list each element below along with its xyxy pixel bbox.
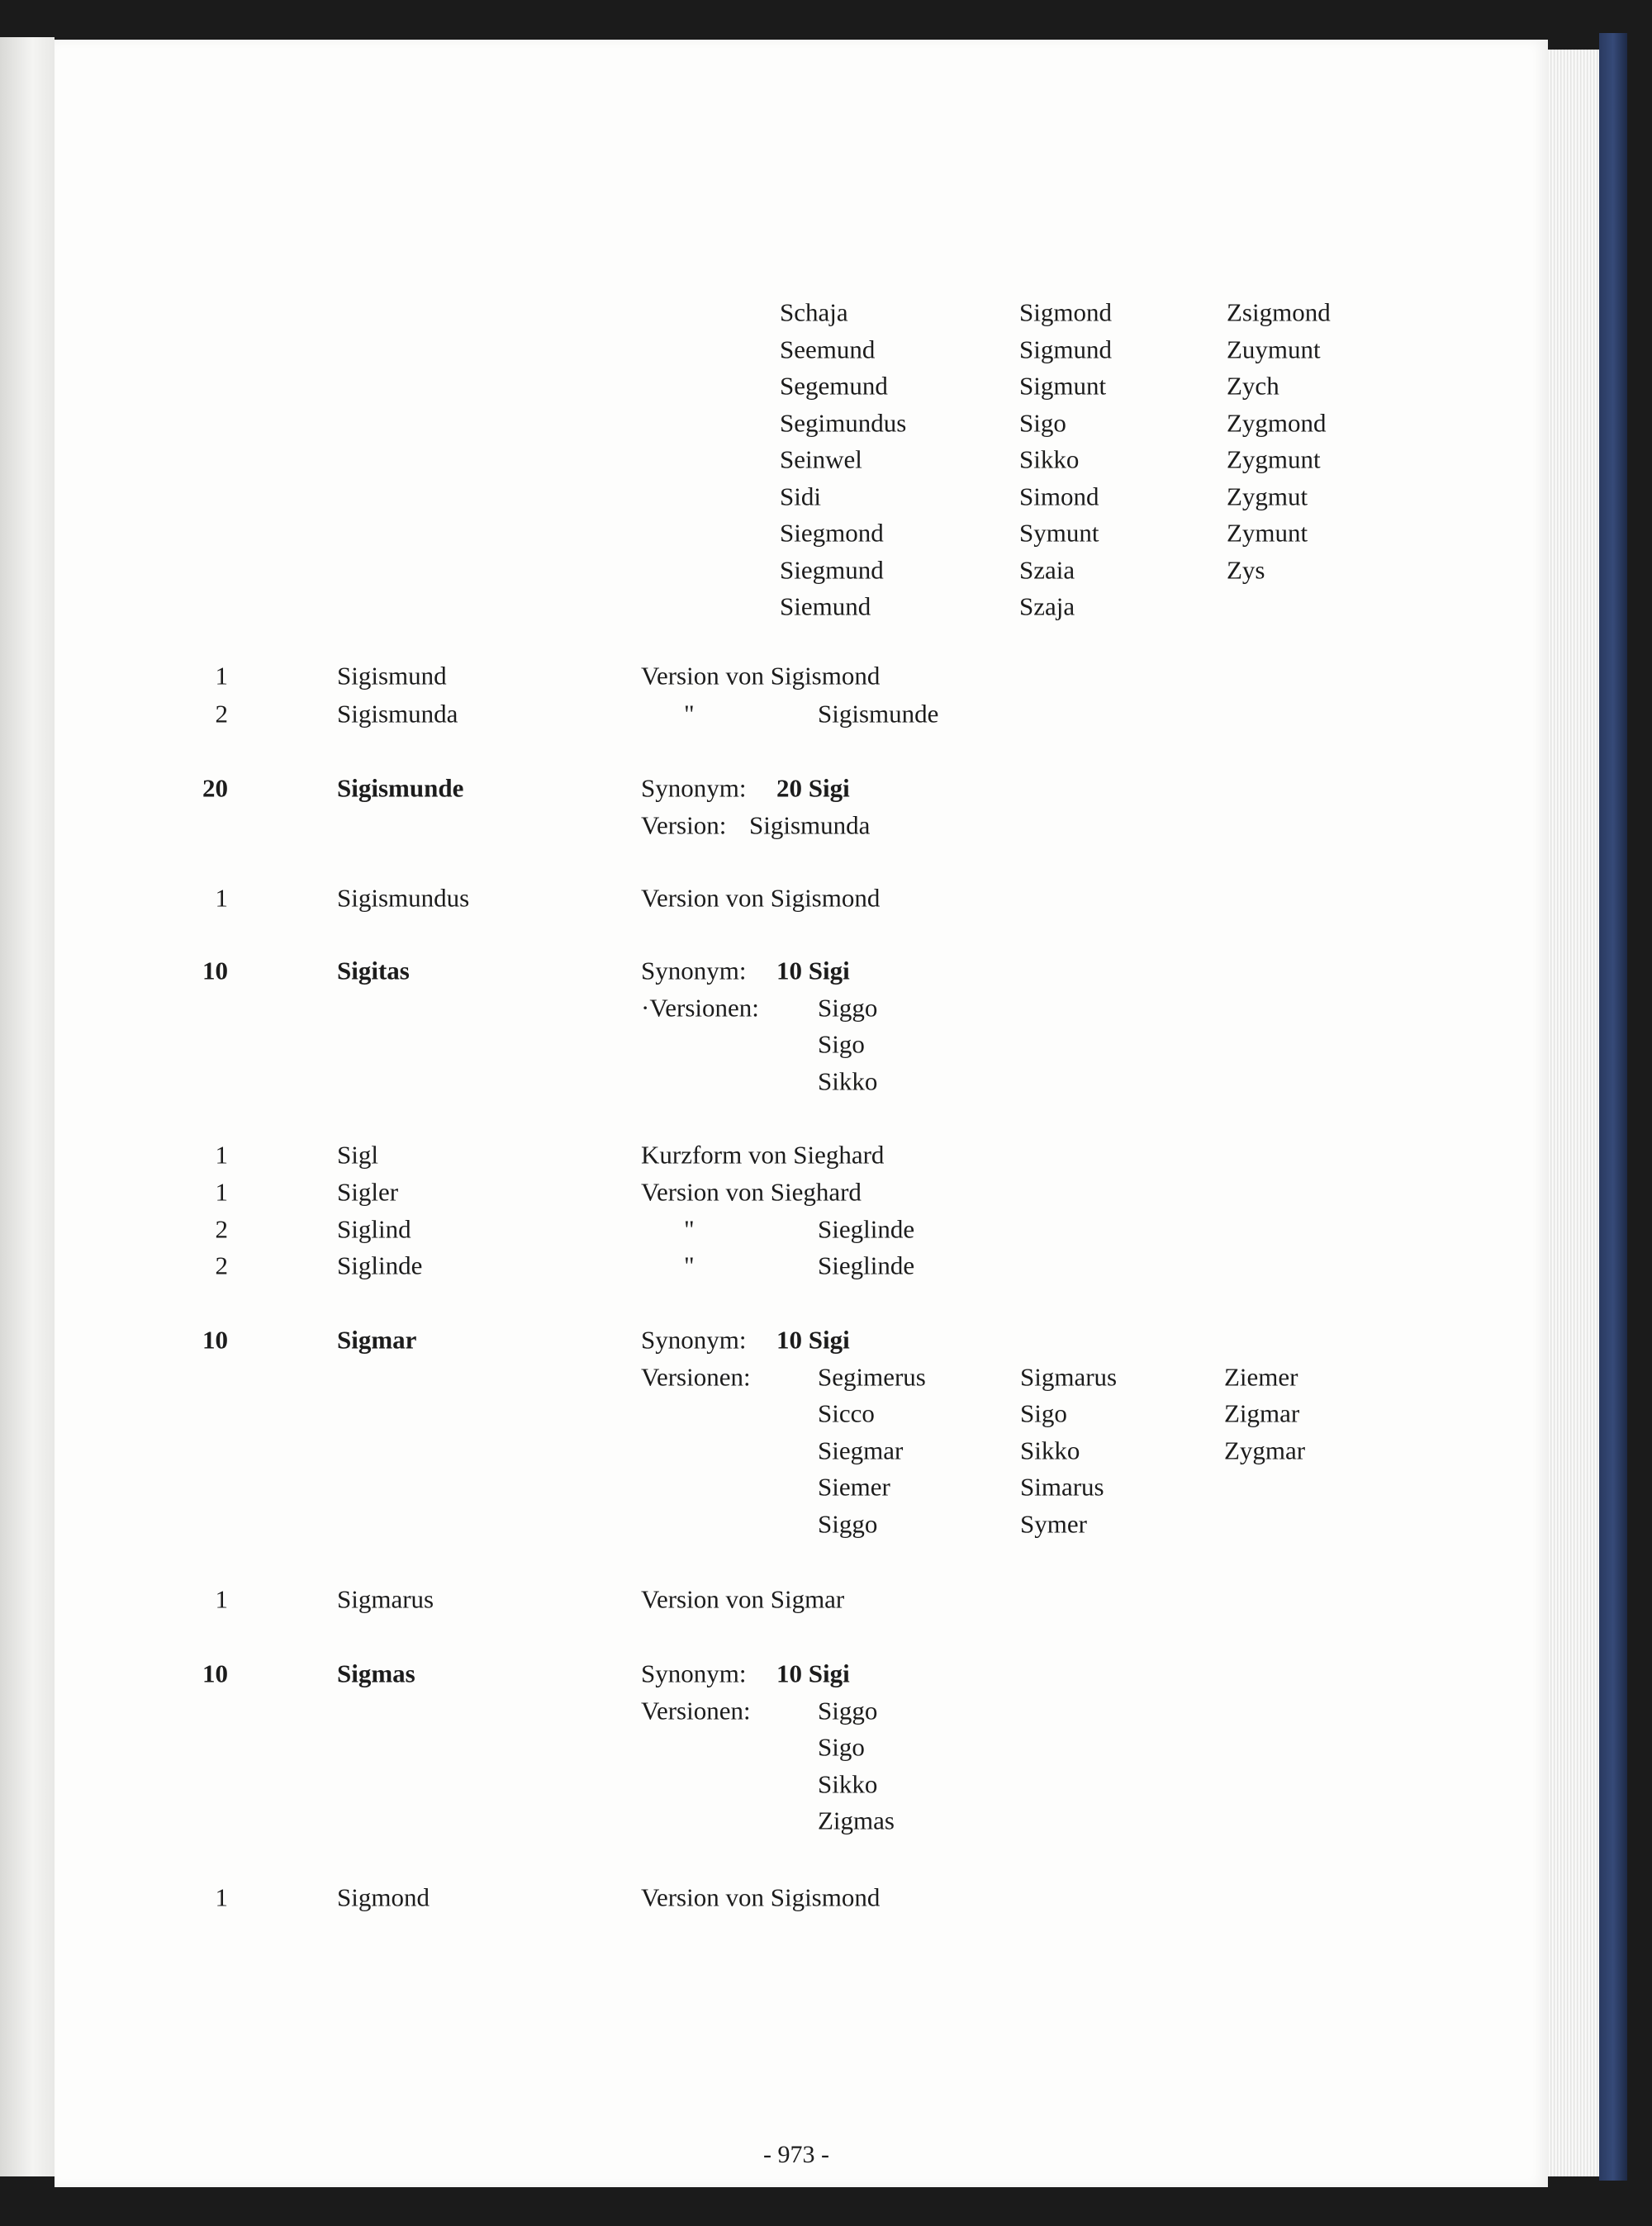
entry-frequency: 1: [215, 1177, 228, 1207]
entry-name: Siglind: [337, 1214, 411, 1244]
variant-name: Sigmund: [1019, 335, 1112, 363]
entry-label: ·Versionen:: [641, 993, 759, 1022]
variant-name: Segimundus: [780, 408, 907, 437]
variant-name: Zygmond: [1227, 408, 1327, 437]
variant-name: Zigmas: [818, 1806, 895, 1835]
variant-name: Sikko: [1020, 1436, 1080, 1464]
entry-label: ": [684, 1251, 695, 1280]
variant-name: Sieglinde: [818, 1251, 915, 1280]
variant-name: Sigmarus: [1020, 1362, 1118, 1391]
variant-name: Sigo: [1019, 408, 1066, 437]
variant-name: Sigismunda: [749, 810, 871, 839]
variant-name: Sigo: [818, 1732, 865, 1762]
entry-label: Version:: [641, 810, 727, 839]
entry-frequency: 1: [215, 1882, 228, 1912]
entry-frequency: 2: [215, 1251, 228, 1280]
entry-label: Version von Sigmar: [641, 1584, 845, 1614]
variant-name: Segemund: [780, 371, 888, 401]
variant-name: Zygmar: [1224, 1436, 1306, 1464]
variant-name: Sikko: [818, 1066, 878, 1095]
variant-name: Sidi: [780, 482, 821, 510]
variant-name: Siemer: [818, 1472, 890, 1502]
variant-name: Sigo: [1020, 1398, 1067, 1428]
entry-label: ": [684, 1214, 695, 1244]
entry-frequency: 2: [215, 699, 228, 729]
page-number: - 973 -: [763, 2141, 829, 2168]
variant-name: Szaia: [1019, 555, 1075, 584]
variant-name: Zsigmond: [1227, 297, 1331, 327]
variant-name: Zuymunt: [1227, 335, 1321, 363]
synonym-ref: 10 Sigi: [776, 1325, 850, 1355]
entry-frequency: 1: [215, 883, 228, 913]
entry-name: Sigismunda: [337, 699, 458, 729]
synonym-ref: 10 Sigi: [776, 956, 850, 985]
entry-name: Sigler: [337, 1177, 399, 1207]
variant-name: Seinwel: [780, 444, 862, 474]
variant-name: Zygmut: [1227, 482, 1308, 510]
variant-name: Zigmar: [1224, 1398, 1300, 1428]
variant-name: Simarus: [1020, 1472, 1104, 1502]
entry-name: Sigmarus: [337, 1584, 434, 1614]
variant-name: Zymunt: [1227, 518, 1308, 548]
entry-name: Sigitas: [337, 956, 410, 985]
variant-name: Sigo: [818, 1029, 865, 1059]
variant-name: Sicco: [818, 1398, 875, 1428]
variant-name: Sikko: [818, 1769, 878, 1798]
entry-frequency: 20: [202, 773, 228, 803]
entry-label: Synonym:: [641, 956, 747, 985]
left-page-edge: [0, 37, 55, 2176]
variant-name: Ziemer: [1224, 1362, 1298, 1391]
entry-frequency: 2: [215, 1214, 228, 1244]
entry-label: Versionen:: [641, 1696, 751, 1725]
entry-label: Synonym:: [641, 773, 747, 803]
variant-name: Sikko: [1019, 444, 1080, 474]
entry-name: Sigismunde: [337, 773, 464, 803]
variant-name: Zys: [1227, 555, 1265, 584]
variant-name: Zygmunt: [1227, 444, 1321, 474]
entry-name: Sigmar: [337, 1325, 417, 1355]
entry-label: Synonym:: [641, 1325, 747, 1355]
entry-frequency: 1: [215, 1140, 228, 1170]
entry-label: Kurzform von Sieghard: [641, 1140, 885, 1170]
variant-name: Segimerus: [818, 1362, 926, 1391]
entry-name: Sigismundus: [337, 883, 470, 913]
book-cover: [1599, 33, 1627, 2181]
entry-label: Version von Sieghard: [641, 1177, 862, 1207]
entry-frequency: 10: [202, 956, 228, 985]
entry-name: Sigismund: [337, 661, 447, 691]
synonym-ref: 20 Sigi: [776, 773, 850, 803]
entry-frequency: 1: [215, 661, 228, 691]
variant-name: Seemund: [780, 335, 876, 363]
variant-name: Siggo: [818, 1509, 878, 1538]
entry-name: Sigmond: [337, 1882, 430, 1912]
page-edges: [1548, 50, 1599, 2176]
variant-name: Sieglinde: [818, 1214, 915, 1244]
entry-label: ": [684, 699, 695, 729]
variant-name: Sigmond: [1019, 297, 1112, 327]
variant-name: Symer: [1020, 1509, 1087, 1538]
variant-name: Siegmond: [780, 518, 884, 548]
entry-frequency: 10: [202, 1659, 228, 1688]
variant-name: Siegmar: [818, 1436, 904, 1464]
entry-label: Synonym:: [641, 1659, 747, 1688]
variant-name: Simond: [1019, 482, 1099, 510]
variant-name: Siggo: [818, 993, 878, 1022]
variant-name: Schaja: [780, 297, 848, 327]
entry-frequency: 10: [202, 1325, 228, 1355]
entry-frequency: 1: [215, 1584, 228, 1614]
variant-name: Sigismunde: [818, 699, 939, 729]
entry-name: Siglinde: [337, 1251, 423, 1280]
entry-label: Version von Sigismond: [641, 1882, 881, 1912]
variant-name: Siemund: [780, 591, 871, 621]
variant-name: Siegmund: [780, 555, 884, 584]
variant-name: Szaja: [1019, 591, 1075, 621]
entry-label: Version von Sigismond: [641, 661, 881, 691]
entry-name: Sigmas: [337, 1659, 415, 1688]
variant-name: Symunt: [1019, 518, 1099, 548]
variant-name: Sigmunt: [1019, 371, 1107, 401]
variant-name: Siggo: [818, 1696, 878, 1725]
synonym-ref: 10 Sigi: [776, 1659, 850, 1688]
entry-name: Sigl: [337, 1140, 378, 1170]
variant-name: Zych: [1227, 371, 1279, 401]
entry-label: Version von Sigismond: [641, 883, 881, 913]
entry-label: Versionen:: [641, 1362, 751, 1391]
